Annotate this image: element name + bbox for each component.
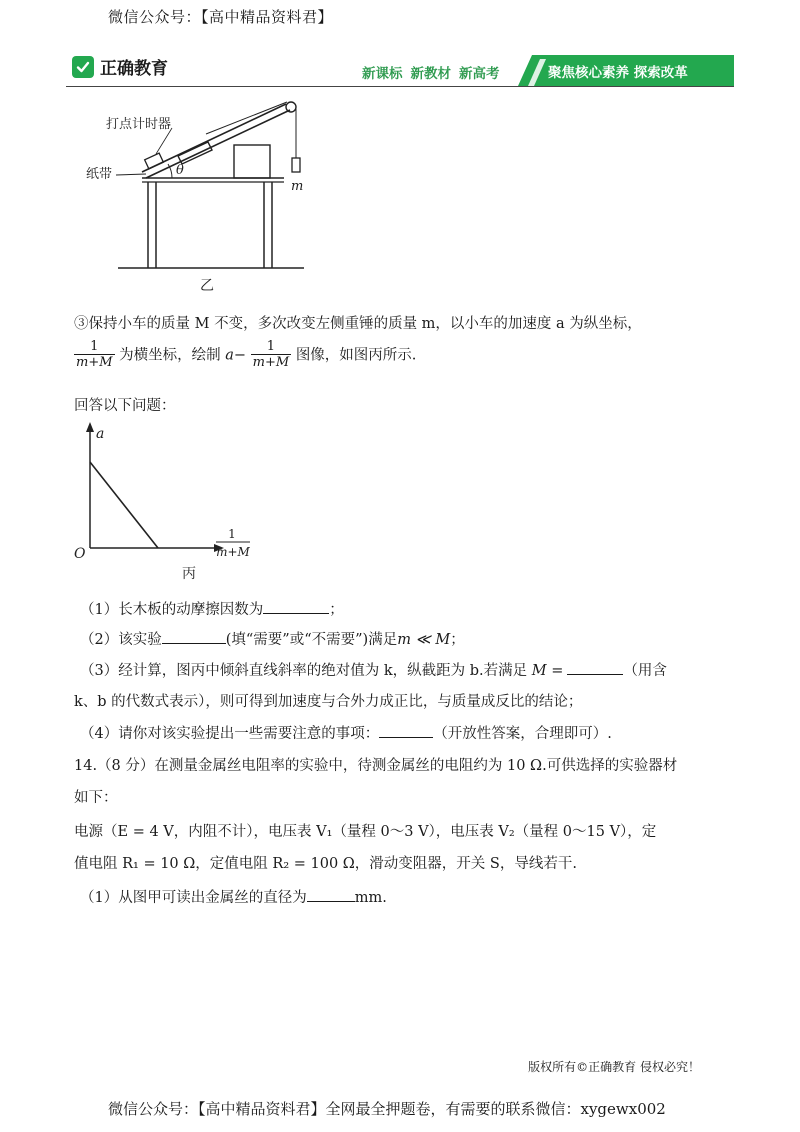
figure-bing-caption: 丙 bbox=[182, 566, 196, 582]
paragraph-3-line1: ③保持小车的质量 M 不变，多次改变左侧重锤的质量 m，以小车的加速度 a 为纵坐标， bbox=[74, 316, 642, 332]
paragraph-3-line2: $\frac{1}{m+M}$ 为横坐标，绘制 a− $\frac{1}{m+M}$ 图像，如图丙所示. bbox=[76, 339, 417, 371]
answer-blank[interactable] bbox=[162, 629, 226, 644]
problem-14-line1: 14.（8 分）在测量金属丝电阻率的实验中，待测金属丝的电阻约为 10 Ω.可供选择的实验器材 bbox=[74, 758, 678, 774]
tag: 新教材 bbox=[410, 66, 451, 82]
question-1: （1）长木板的动摩擦因数为 ； bbox=[80, 598, 344, 619]
answer-blank[interactable] bbox=[379, 723, 433, 738]
origin-label: O bbox=[74, 546, 86, 562]
axis-x-num: 1 bbox=[228, 527, 236, 541]
problem-14-line3: 电源（E = 4 V，内阻不计），电压表 V₁（量程 0～3 V），电压表 V₂（量程 0～15 V），定 bbox=[74, 824, 657, 840]
header-divider bbox=[66, 86, 734, 87]
label-timer: 打点计时器 bbox=[106, 117, 172, 132]
question-3-line2: k、b 的代数式表示），则可得到加速度与合外力成正比，与质量成反比的结论； bbox=[74, 694, 583, 710]
header-banner-text: 聚焦核心素养 探索改革 bbox=[548, 65, 688, 81]
copyright: 版权所有©正确教育 侵权必究！ bbox=[528, 1060, 700, 1074]
fraction: $\frac{1}{m+M}$ bbox=[76, 339, 113, 371]
figure-yi-caption: 乙 bbox=[200, 278, 214, 292]
problem-14-line4: 值电阻 R₁ = 10 Ω，定值电阻 R₂ = 100 Ω，滑动变阻器，开关 S，导线若干. bbox=[74, 856, 577, 872]
question-3-line1: （3）经计算，图丙中倾斜直线斜率的绝对值为 k，纵截距为 b.若满足 M = （用含 bbox=[80, 659, 667, 680]
figure-yi bbox=[80, 92, 320, 292]
plot-line bbox=[90, 462, 158, 548]
brand-logo bbox=[72, 54, 168, 79]
brand-name: 正确教育 bbox=[100, 59, 168, 79]
tag: 新高考 bbox=[459, 66, 500, 82]
checkmark-icon bbox=[72, 56, 94, 78]
problem-14-line2: 如下： bbox=[74, 790, 118, 806]
question-4: （4）请你对该实验提出一些需要注意的事项： （开放性答案，合理即可）. bbox=[80, 722, 612, 743]
question-2: （2）该实验 (填“需要”或“不需要”)满足m ≪ M； bbox=[80, 628, 465, 649]
paragraph-3-line3: 回答以下问题： bbox=[74, 398, 176, 414]
header-tags bbox=[362, 62, 500, 82]
label-tape: 纸带 bbox=[86, 167, 113, 182]
answer-blank[interactable] bbox=[567, 660, 623, 675]
answer-blank[interactable] bbox=[263, 599, 329, 614]
label-m: m bbox=[291, 179, 304, 194]
top-note: 微信公众号：【高中精品资料君】 bbox=[108, 8, 334, 26]
answer-blank[interactable] bbox=[307, 887, 355, 902]
axis-y-label: a bbox=[96, 426, 105, 442]
figure-bing bbox=[70, 420, 280, 582]
problem-14-question-1: （1）从图甲可读出金属丝的直径为 mm. bbox=[80, 886, 387, 907]
fraction: $\frac{1}{m+M}$ bbox=[252, 339, 290, 371]
footer-note: 微信公众号：【高中精品资料君】全网最全押题卷，有需要的联系微信：xygewx002 bbox=[108, 1100, 666, 1118]
tag: 新课标 bbox=[362, 66, 403, 82]
axis-x-den: m+M bbox=[216, 545, 250, 559]
label-theta: θ bbox=[176, 163, 184, 178]
